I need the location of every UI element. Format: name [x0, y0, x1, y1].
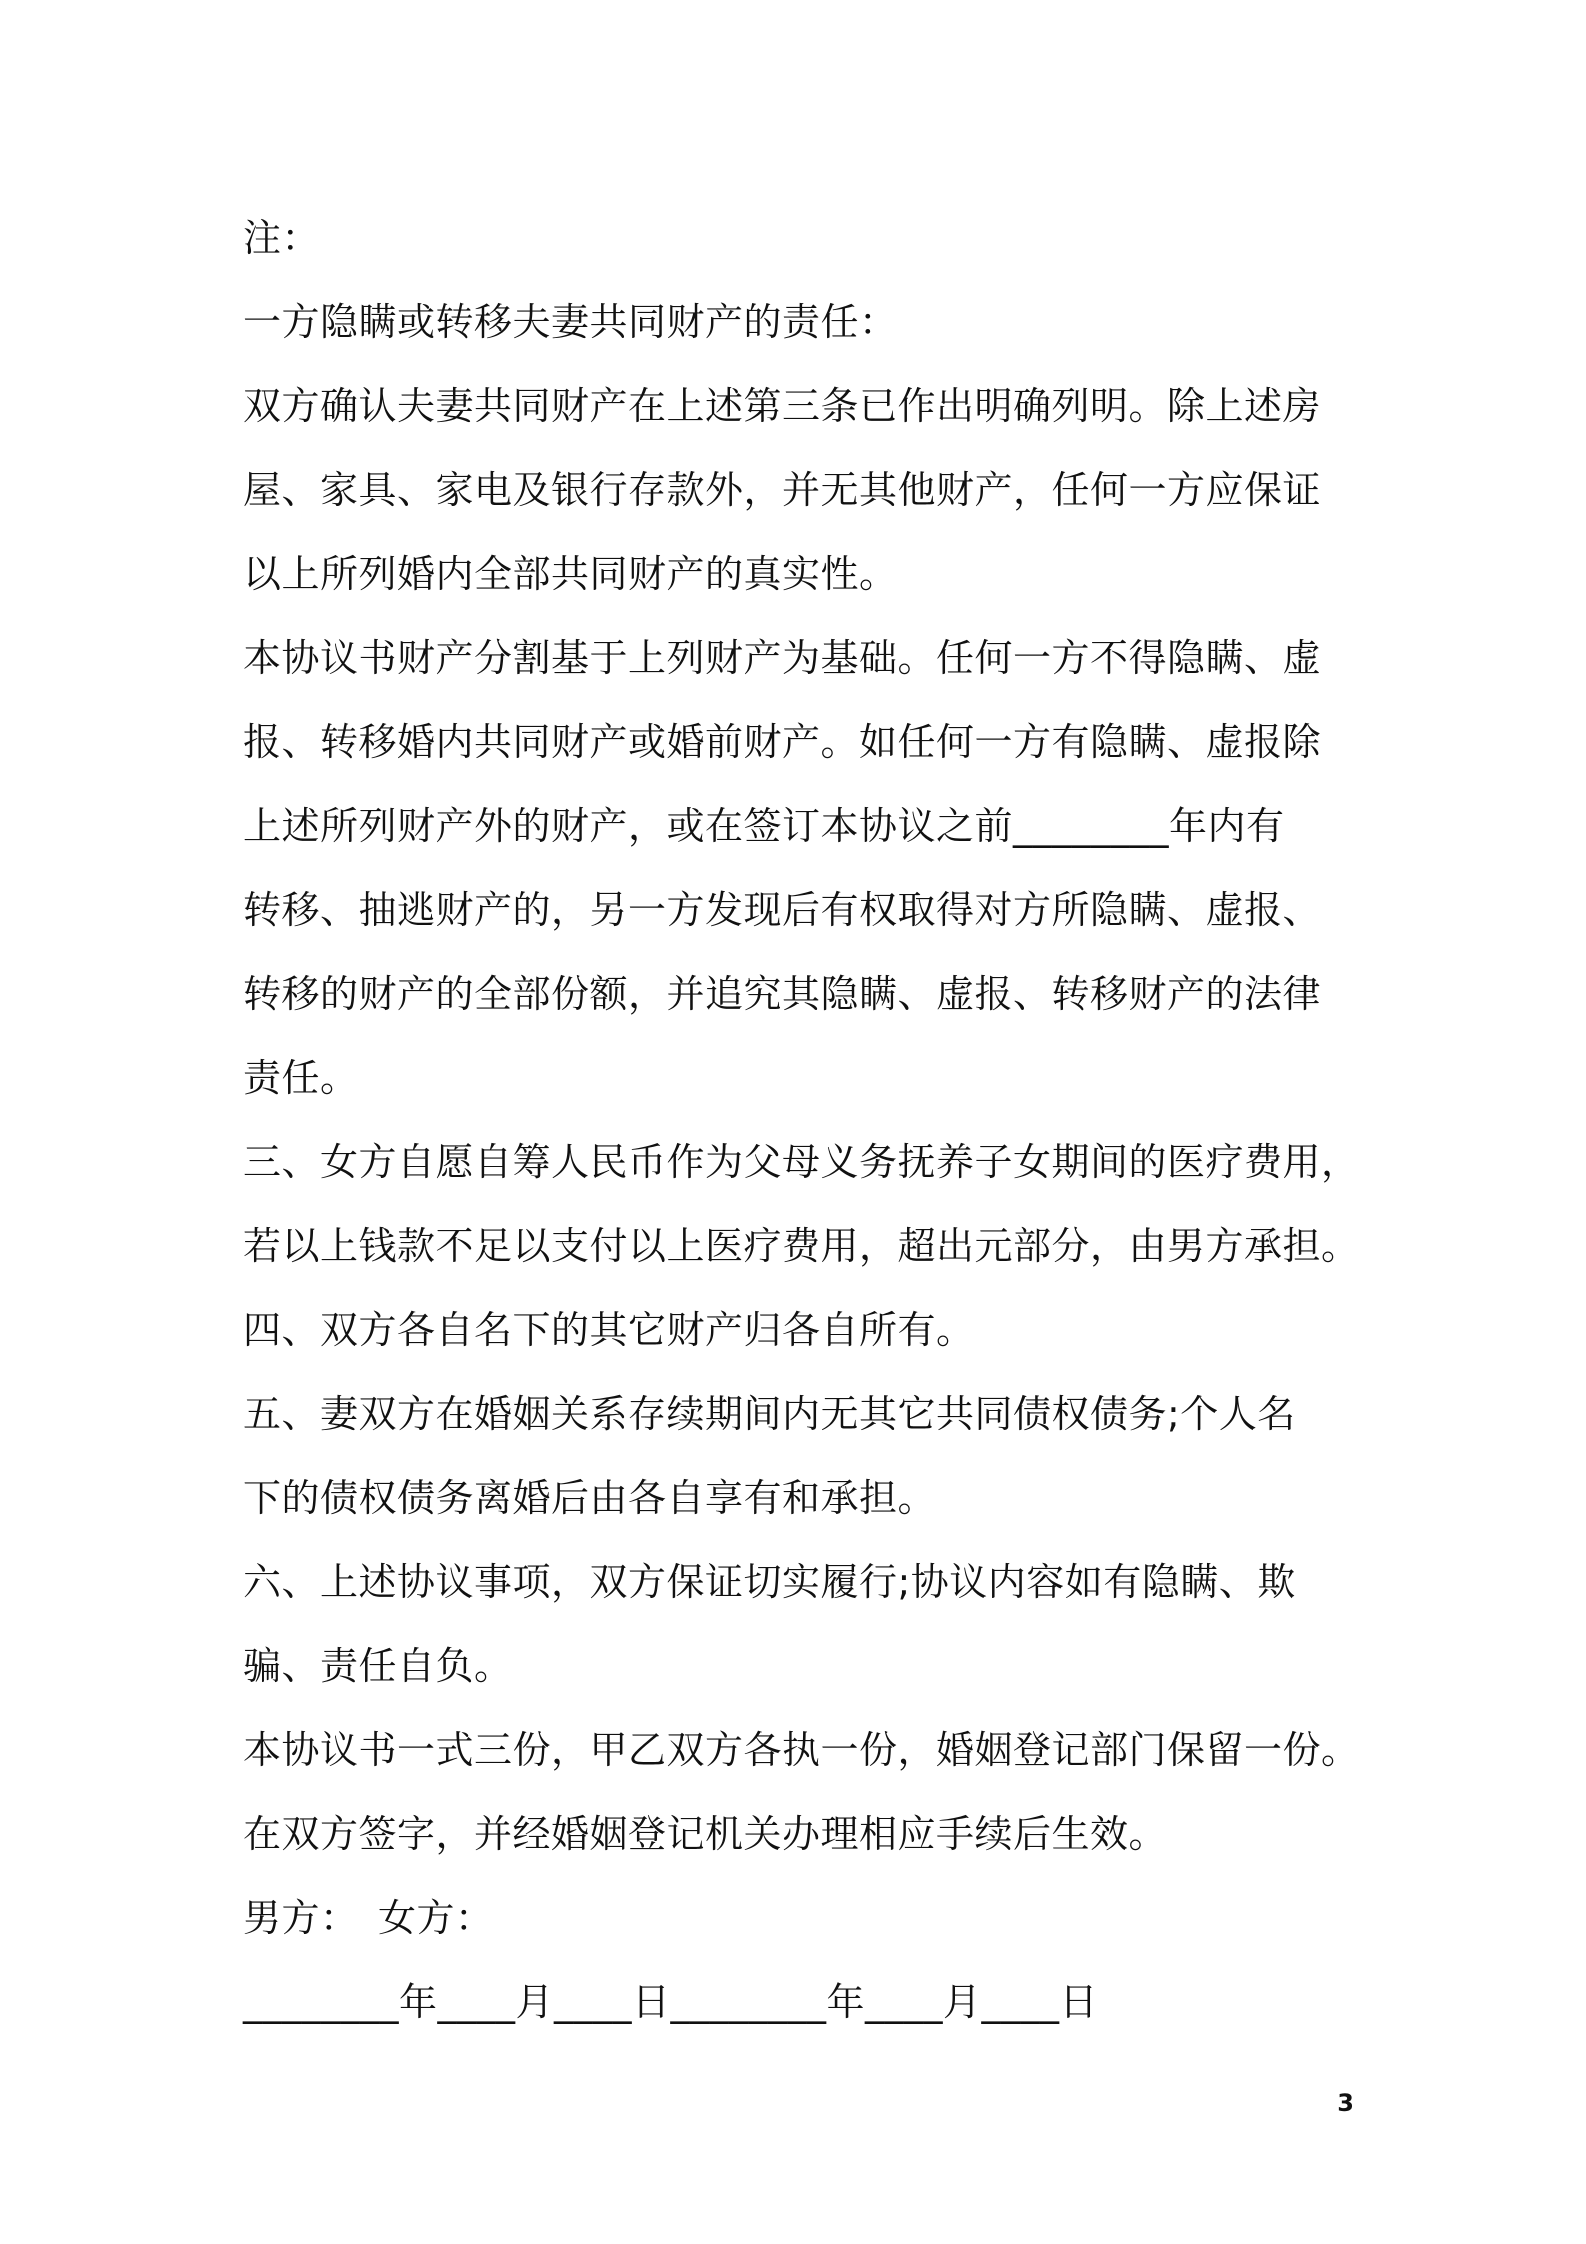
signature-labels: 男方： 女方： [243, 1896, 494, 1940]
paragraph-line: 以上所列婚内全部共同财产的真实性。 [243, 552, 898, 596]
paragraph-line: 双方确认夫妻共同财产在上述第三条已作出明确列明。除上述房 [243, 384, 1322, 428]
paragraph-line: 屋、家具、家电及银行存款外，并无其他财产，任何一方应保证 [243, 468, 1322, 512]
note-heading: 注： [243, 216, 321, 260]
paragraph-line: 责任。 [243, 1056, 359, 1100]
clause-three-line: 若以上钱款不足以支付以上医疗费用，超出元部分，由男方承担。 [243, 1224, 1360, 1268]
paragraph-line: 上述所列财产外的财产，或在签订本协议之前________年内有 [243, 804, 1285, 848]
section-heading: 一方隐瞒或转移夫妻共同财产的责任： [243, 300, 898, 344]
paragraph-line: 转移、抽逃财产的，另一方发现后有权取得对方所隐瞒、虚报、 [243, 888, 1322, 932]
copies-line: 本协议书一式三份，甲乙双方各执一份，婚姻登记部门保留一份。 [243, 1728, 1360, 1772]
clause-five-line: 五、妻双方在婚姻关系存续期间内无其它共同债权债务;个人名 [243, 1392, 1296, 1436]
signature-dates: ________年____月____日________年____月____日 [243, 1980, 1099, 2024]
clause-five-line: 下的债权债务离婚后由各自享有和承担。 [243, 1476, 937, 1520]
clause-four-line: 四、双方各自名下的其它财产归各自所有。 [243, 1308, 975, 1352]
effective-line: 在双方签字，并经婚姻登记机关办理相应手续后生效。 [243, 1812, 1168, 1856]
clause-six-line: 骗、责任自负。 [243, 1644, 513, 1688]
paragraph-line: 转移的财产的全部份额，并追究其隐瞒、虚报、转移财产的法律 [243, 972, 1322, 1016]
page-number: 3 [1337, 2089, 1354, 2117]
clause-three-line: 三、女方自愿自筹人民币作为父母义务抚养子女期间的医疗费用， [243, 1140, 1360, 1184]
paragraph-line: 本协议书财产分割基于上列财产为基础。任何一方不得隐瞒、虚 [243, 636, 1322, 680]
document-body [243, 196, 1373, 2044]
clause-six-line: 六、上述协议事项，双方保证切实履行;协议内容如有隐瞒、欺 [243, 1560, 1296, 1604]
paragraph-line: 报、转移婚内共同财产或婚前财产。如任何一方有隐瞒、虚报除 [243, 720, 1322, 764]
